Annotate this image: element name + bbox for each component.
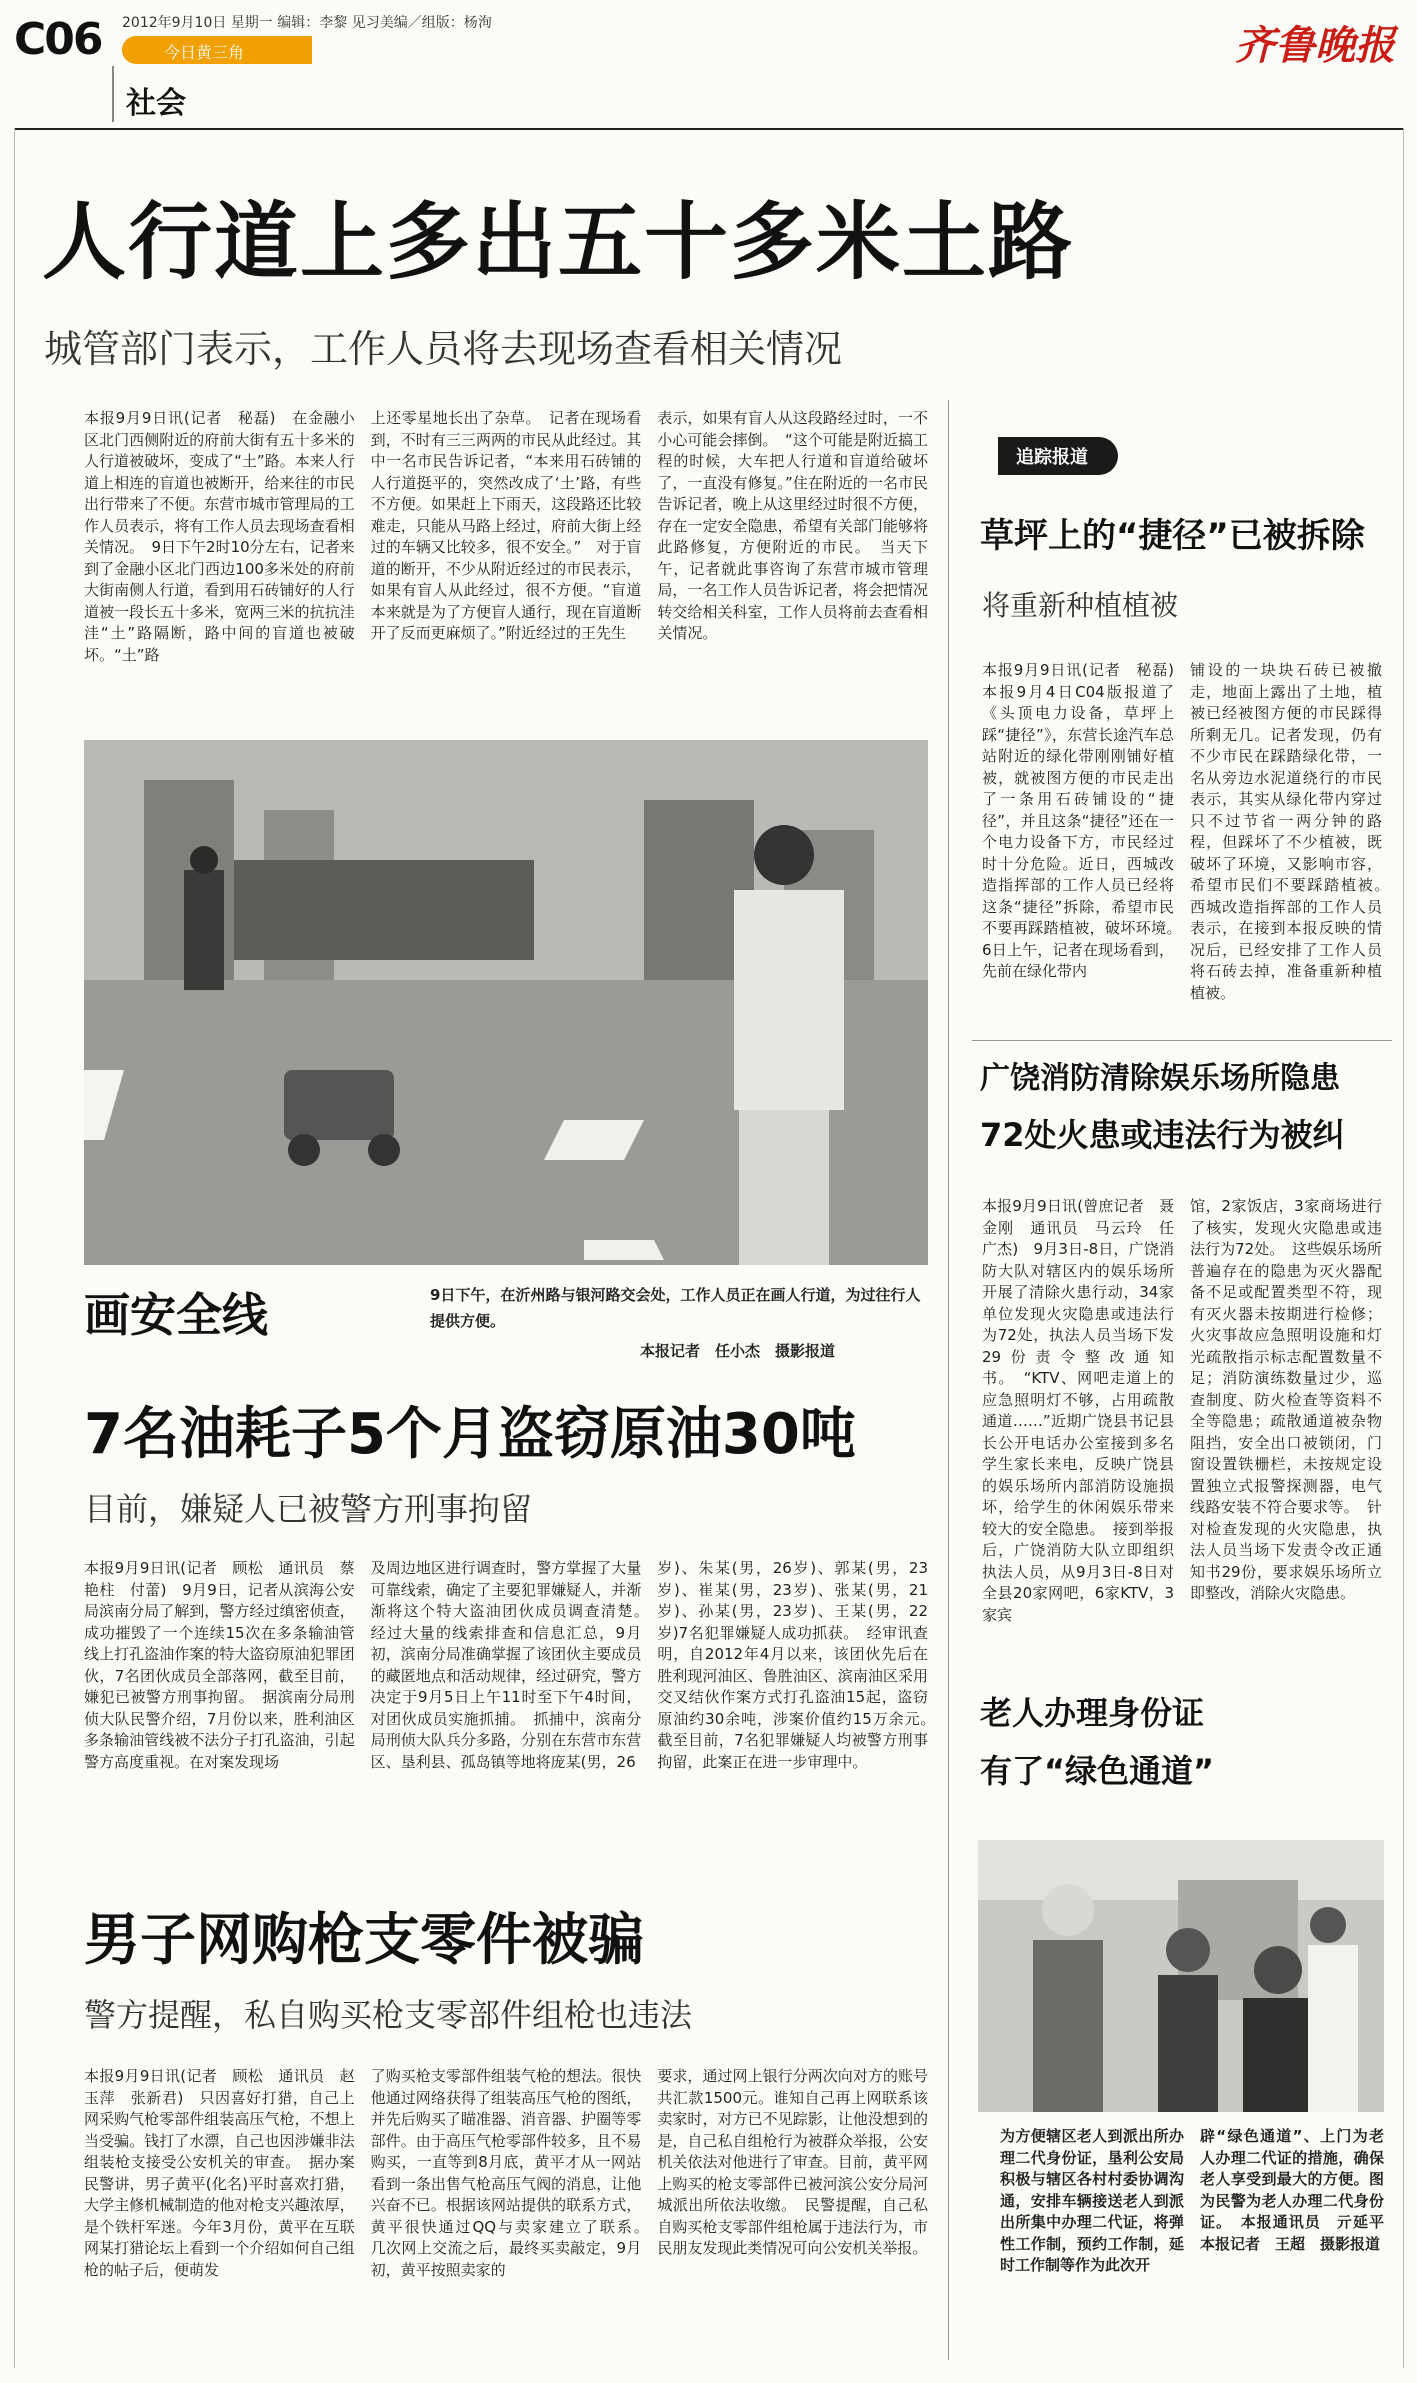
elder-col-1: 为方便辖区老人到派出所办理二代身份证，垦利公安局积极与辖区各村村委协调沟通，安排车辆接送老人到派出所集中办理二代证，将弹性工作制，预约工作制，延时工作制等作为此次开 bbox=[1000, 2127, 1184, 2274]
fire-col-2: 馆，2家饭店，3家商场进行了核实，发现火灾隐患或违法行为72处。 这些娱乐场所普遍存在的隐患为灭火器配备不足或配置类型不符，现有灭火器未按期进行检修；火灾事故应急照明设施和灯光疏散指示标志配置数量不足；消防演练数量过少，巡查制度、防火检查等资料不全等隐患；疏散通道被杂物阻挡，安全出口被锁闭，门窗设置铁栅栏，未按规定设置独立式报警探测器，电气线路安装不符合要求等。 针对检查发现的火灾隐患，执法人员当场下发责令改正通知书29份，要求娱乐场所立即整改，消除火灾隐患。 bbox=[1190, 1197, 1382, 1602]
elder-headline-1: 老人办理身份证 bbox=[980, 1694, 1205, 1732]
fire-rule bbox=[972, 1040, 1392, 1041]
column-divider bbox=[948, 400, 949, 2360]
gun-subhead: 警方提醒，私自购买枪支零部件组枪也违法 bbox=[84, 1996, 693, 2034]
grass-body bbox=[982, 660, 1398, 1004]
oil-col-1: 本报9月9日讯(记者 顾松 通讯员 蔡艳柱 付蕾) 9月9日，记者从滨海公安局滨南分局了解到，警方经过缜密侦查，成功摧毁了一个连续15次在多条输油管线上打孔盗油作案的特大盗窃原油犯罪团伙，7名团伙成员全部落网，截至目前，嫌犯已被警方刑事拘留。 据滨南分局刑侦大队民警介绍，7月份以来，胜利油区多条输油管线被不法分子打孔盗油，引起警方高度重视。在对案发现场 bbox=[84, 1559, 355, 1771]
gun-col-1: 本报9月9日讯(记者 顾松 通讯员 赵玉萍 张新君) 只因喜好打猎，自己上网采购气枪零部件组装高压气枪，不想上当受骗。钱打了水漂，自己也因涉嫌非法组装枪支接受公安机关的审查。 据办案民警讲，男子黄平(化名)平时喜欢打猎，大学主修机械制造的他对枪支兴趣浓厚，是个铁杆军迷。今年3月份，黄平在互联网某打猎论坛上看到一个介绍如何自己组枪的帖子后，便萌发 bbox=[84, 2067, 355, 2279]
grass-col-1: 本报9月9日讯(记者 秘磊) 本报9月4日C04版报道了《头顶电力设备，草坪上踩“捷径”》，东营长途汽车总站附近的绿化带刚刚铺好植被，就被图方便的市民走出了一条用石砖铺设的“捷径”，并且这条“捷径”还在一个电力设备下方，市民经过时十分危险。近日，西城改造指挥部的工作人员已经将这条“捷径”拆除，希望市民不要再踩踏植被，破坏环境。 6日上午，记者在现场看到，先前在绿化带内 bbox=[982, 661, 1190, 980]
lead-body bbox=[84, 408, 928, 666]
grass-col-2: 铺设的一块块石砖已被撤走，地面上露出了土地，植被已经被图方便的市民踩得所剩无几。记者发现，仍有不少市民在踩踏绿化带，一名从旁边水泥道绕行的市民表示，其实从绿化带内穿过只不过节省一两分钟的路程，但踩坏了不少植被，既破坏了环境，又影响市容，希望市民们不要踩踏植被。 西城改造指挥部的工作人员表示，在接到本报反映的情况后，已经安排了工作人员将石砖去掉，准备重新种植植被。 bbox=[1190, 661, 1398, 1002]
section-tab: 今日黄三角 bbox=[122, 36, 312, 64]
oil-headline: 7名油耗子5个月盗窃原油30吨 bbox=[84, 1402, 856, 1467]
oil-body bbox=[84, 1558, 944, 1773]
photo-credit: 本报记者 任小杰 摄影报道 bbox=[640, 1342, 836, 1360]
lead-col-1: 本报9月9日讯(记者 秘磊) 在金融小区北门西侧附近的府前大街有五十多米的人行道被破坏，变成了“土”路。本来人行道上相连的盲道也被断开，给来往的市民出行带来了不便。东营市城市管理局的工作人员表示，将有工作人员去现场查看相关情况。 9日下午2时10分左右，记者来到了金融小区北门西边100多米处的府前大街南侧人行道，看到用石砖铺好的人行道被一段长五十多米，宽两三米的抗抗洼洼“土”路隔断，路中间的盲道也被破坏。“土”路 bbox=[84, 409, 355, 664]
fire-headline-1: 广饶消防清除娱乐场所隐患 bbox=[980, 1061, 1340, 1096]
fire-headline-2: 72处火患或违法行为被纠 bbox=[980, 1116, 1345, 1154]
top-rule bbox=[14, 128, 1404, 130]
gun-body bbox=[84, 2066, 928, 2281]
page-frame-left bbox=[14, 128, 15, 2368]
elder-headline-2: 有了“绿色通道” bbox=[980, 1752, 1215, 1790]
page-meta: 2012年9月10日 星期一 编辑：李黎 见习美编／组版：杨洵 bbox=[122, 15, 492, 31]
road-painting-photo bbox=[84, 740, 928, 1265]
photo-title: 画安全线 bbox=[84, 1288, 268, 1342]
header-rule bbox=[112, 66, 114, 122]
oil-col-3: 岁)、朱某(男，26岁)、郭某(男，23岁)、崔某(男，23岁)、张某(男，21岁)、孙某(男，23岁)、王某(男，22岁)7名犯罪嫌疑人成功抓获。 经审讯查明，自2012年4月以来，该团伙先后在胜利现河油区、鲁胜油区、滨南油区采用交叉结伙作案方式打孔盗油15起，盗窃原油约30余吨，涉案价值约15万余元。 截至目前，7名犯罪嫌疑人均被警方刑事拘留，此案正在进一步审理中。 bbox=[657, 1559, 944, 1771]
follow-report-tag: 追踪报道 bbox=[998, 437, 1118, 475]
fire-body bbox=[982, 1196, 1382, 1626]
lead-headline: 人行道上多出五十多米土路 bbox=[42, 193, 1075, 291]
section-title: 社会 bbox=[126, 86, 186, 121]
elder-id-photo bbox=[978, 1840, 1384, 2112]
lead-col-2: 上还零星地长出了杂草。 记者在现场看到，不时有三三两两的市民从此经过。其中一名市民告诉记者，“本来用石砖铺的人行道挺平的，突然改成了‘土’路，有些不方便。如果赶上下雨天，这段路还比较难走，只能从马路上经过，府前大街上经过的车辆又比较多，很不安全。” 对于盲道的断开，不少从附近经过的市民表示，如果有盲人从此经过，很不方便。“盲道本来就是为了方便盲人通行，现在盲道断开了反而更麻烦了。”附近经过的王先生 bbox=[370, 409, 642, 642]
grass-headline: 草坪上的“捷径”已被拆除 bbox=[980, 516, 1365, 556]
page-code: C06 bbox=[14, 14, 102, 65]
grass-subhead: 将重新种植植被 bbox=[982, 589, 1179, 622]
oil-subhead: 目前，嫌疑人已被警方刑事拘留 bbox=[84, 1490, 533, 1528]
elder-photo-scene bbox=[978, 1840, 1384, 2112]
gun-col-3: 要求，通过网上银行分两次向对方的账号共汇款1500元。谁知自己再上网联系该卖家时，对方已不见踪影，让他没想到的是，自己私自组枪行为被群众举报，公安机关依法对他进行了审查。目前，黄平网上购买的枪支零部件已被河滨公安分局河城派出所依法收缴。 民警提醒，自己私自购买枪支零部件组枪属于违法行为，市民朋友发现此类情况可向公安机关举报。 bbox=[657, 2067, 929, 2257]
lead-subhead: 城管部门表示，工作人员将去现场查看相关情况 bbox=[44, 327, 843, 371]
fire-col-1: 本报9月9日讯(曾庶记者 聂金刚 通讯员 马云玲 任广杰) 9月3日-8日，广饶消防大队对辖区内的娱乐场所开展了清除火患行动，34家单位发现火灾隐患或违法行为72处，执法人员当场下发29份责令整改通知书。 “KTV、网吧走道上的应急照明灯不够，占用疏散通道……”近期广饶县书记县长公开电话办公室接到多名学生家长来电，反映广饶县的娱乐场所内部消防设施损坏，给学生的休闲娱乐带来较大的安全隐患。 接到举报后，广饶消防大队立即组织执法人员，从9月3日-8日对全县20家网吧，6家KTV，3家宾 bbox=[982, 1197, 1174, 1624]
page-frame-right bbox=[1403, 128, 1404, 2368]
elder-col-2: 辟“绿色通道”、上门为老人办理二代证的措施，确保老人享受到最大的方便。图为民警为老人办理二代身份证。 本报通讯员 亓延平 本报记者 王超 摄影报道 bbox=[1200, 2127, 1400, 2253]
photo-scene bbox=[84, 740, 928, 1265]
photo-caption: 9日下午，在沂州路与银河路交会处，工作人员正在画人行道，为过往行人提供方便。 bbox=[430, 1286, 921, 1330]
newspaper-logo: 齐鲁晚报 bbox=[1235, 22, 1395, 69]
gun-headline: 男子网购枪支零件被骗 bbox=[84, 1908, 644, 1973]
oil-col-2: 及周边地区进行调查时，警方掌握了大量可靠线索，确定了主要犯罪嫌疑人，并渐渐将这个特大盗油团伙成员调查清楚。 经过大量的线索排查和信息汇总，9月初，滨南分局准确掌握了该团伙主要成员的藏匿地点和活动规律，经过研究，警方决定于9月5日上午11时至下午4时间，对团伙成员实施抓捕。 抓捕中，滨南分局刑侦大队兵分多路，分别在东营市东营区、垦利县、孤岛镇等地将庞某(男，26 bbox=[370, 1559, 657, 1771]
elder-body bbox=[1000, 2126, 1400, 2277]
gun-col-2: 了购买枪支零部件组装气枪的想法。很快他通过网络获得了组装高压气枪的图纸，并先后购买了瞄准器、消音器、护圈等零部件。由于高压气枪零部件较多，且不易购买，一直等到8月底，黄平才从一网站看到一条出售气枪高压气阀的消息，让他兴奋不已。根据该网站提供的联系方式，黄平很快通过QQ与卖家建立了联系。 几次网上交流之后，最终买卖敲定，9月初，黄平按照卖家的 bbox=[370, 2067, 657, 2279]
lead-col-3: 表示，如果有盲人从这段路经过时，一不小心可能会摔倒。 “这个可能是附近搞工程的时候，大车把人行道和盲道给破坏了，一直没有修复。”住在附近的一名市民告诉记者，晚上从这里经过时很不方便，存在一定安全隐患，希望有关部门能够将此路修复，方便附近的市民。 当天下午，记者就此事咨询了东营市城市管理局，一名工作人员告诉记者，将会把情况转交给相关科室，工作人员将前去查看相关情况。 bbox=[657, 409, 929, 642]
